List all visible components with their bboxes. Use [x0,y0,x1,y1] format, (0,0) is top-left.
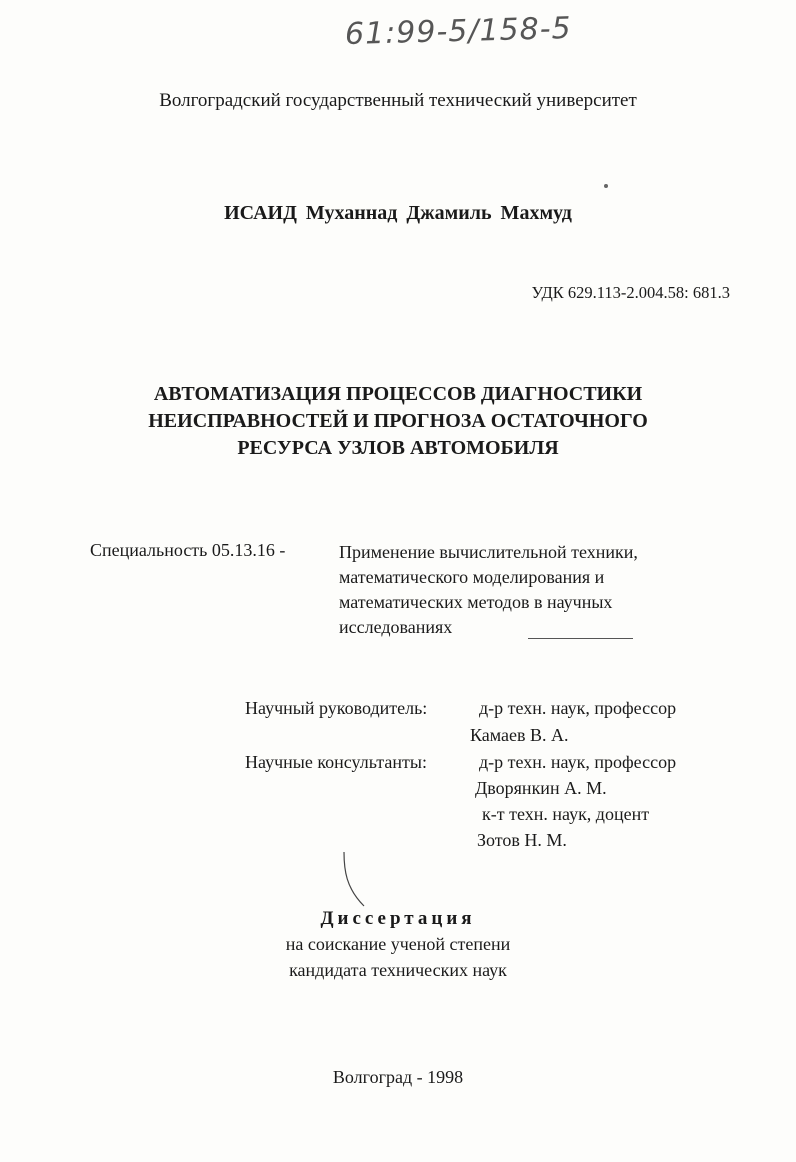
thesis-title-line: НЕИСПРАВНОСТЕЙ И ПРОГНОЗА ОСТАТОЧНОГО [148,410,648,432]
dissertation-degree-line: кандидата технических наук [289,960,507,980]
specialty-line: Применение вычислительной техники, [339,542,638,562]
pencil-stroke-mark [330,850,370,910]
consultant-degree-2: к-т техн. наук, доцент [482,804,650,824]
specialty-line: математического моделирования и [339,567,605,587]
underline-mark [528,638,633,639]
supervisor-name: Камаев В. А. [470,725,569,745]
specialty-description [339,540,638,640]
specialty-line: исследованиях [339,617,453,637]
specialty-label: Специальность 05.13.16 - [90,540,286,560]
city-year: Волгоград - 1998 [332,1067,464,1087]
dissertation-title: Диссертация [320,908,476,929]
scan-speck [604,184,608,188]
specialty-line: математических методов в научных [339,592,613,612]
thesis-title-line: АВТОМАТИЗАЦИЯ ПРОЦЕССОВ ДИАГНОСТИКИ [153,383,643,405]
thesis-title [0,381,796,462]
dissertation-degree-line: на соискание ученой степени [285,934,511,954]
consultant-degree-1: д-р техн. наук, профессор [479,752,677,772]
udc-code: УДК 629.113-2.004.58: 681.3 [531,283,730,302]
supervisor-degree: д-р техн. наук, профессор [479,698,677,718]
author-name: ИСАИД Муханнад Джамиль Махмуд [224,202,572,224]
consultant-name-2: Зотов Н. М. [477,830,567,850]
handwritten-archive-number: 61:99-5/158-5 [344,11,573,52]
consultant-name-1: Дворянкин А. М. [475,778,607,798]
consultants-label: Научные консультанты: [245,752,427,772]
thesis-title-line: РЕСУРСА УЗЛОВ АВТОМОБИЛЯ [237,437,559,459]
supervisor-label: Научный руководитель: [245,698,428,718]
university-name: Волгоградский государственный технический университет [159,90,637,111]
